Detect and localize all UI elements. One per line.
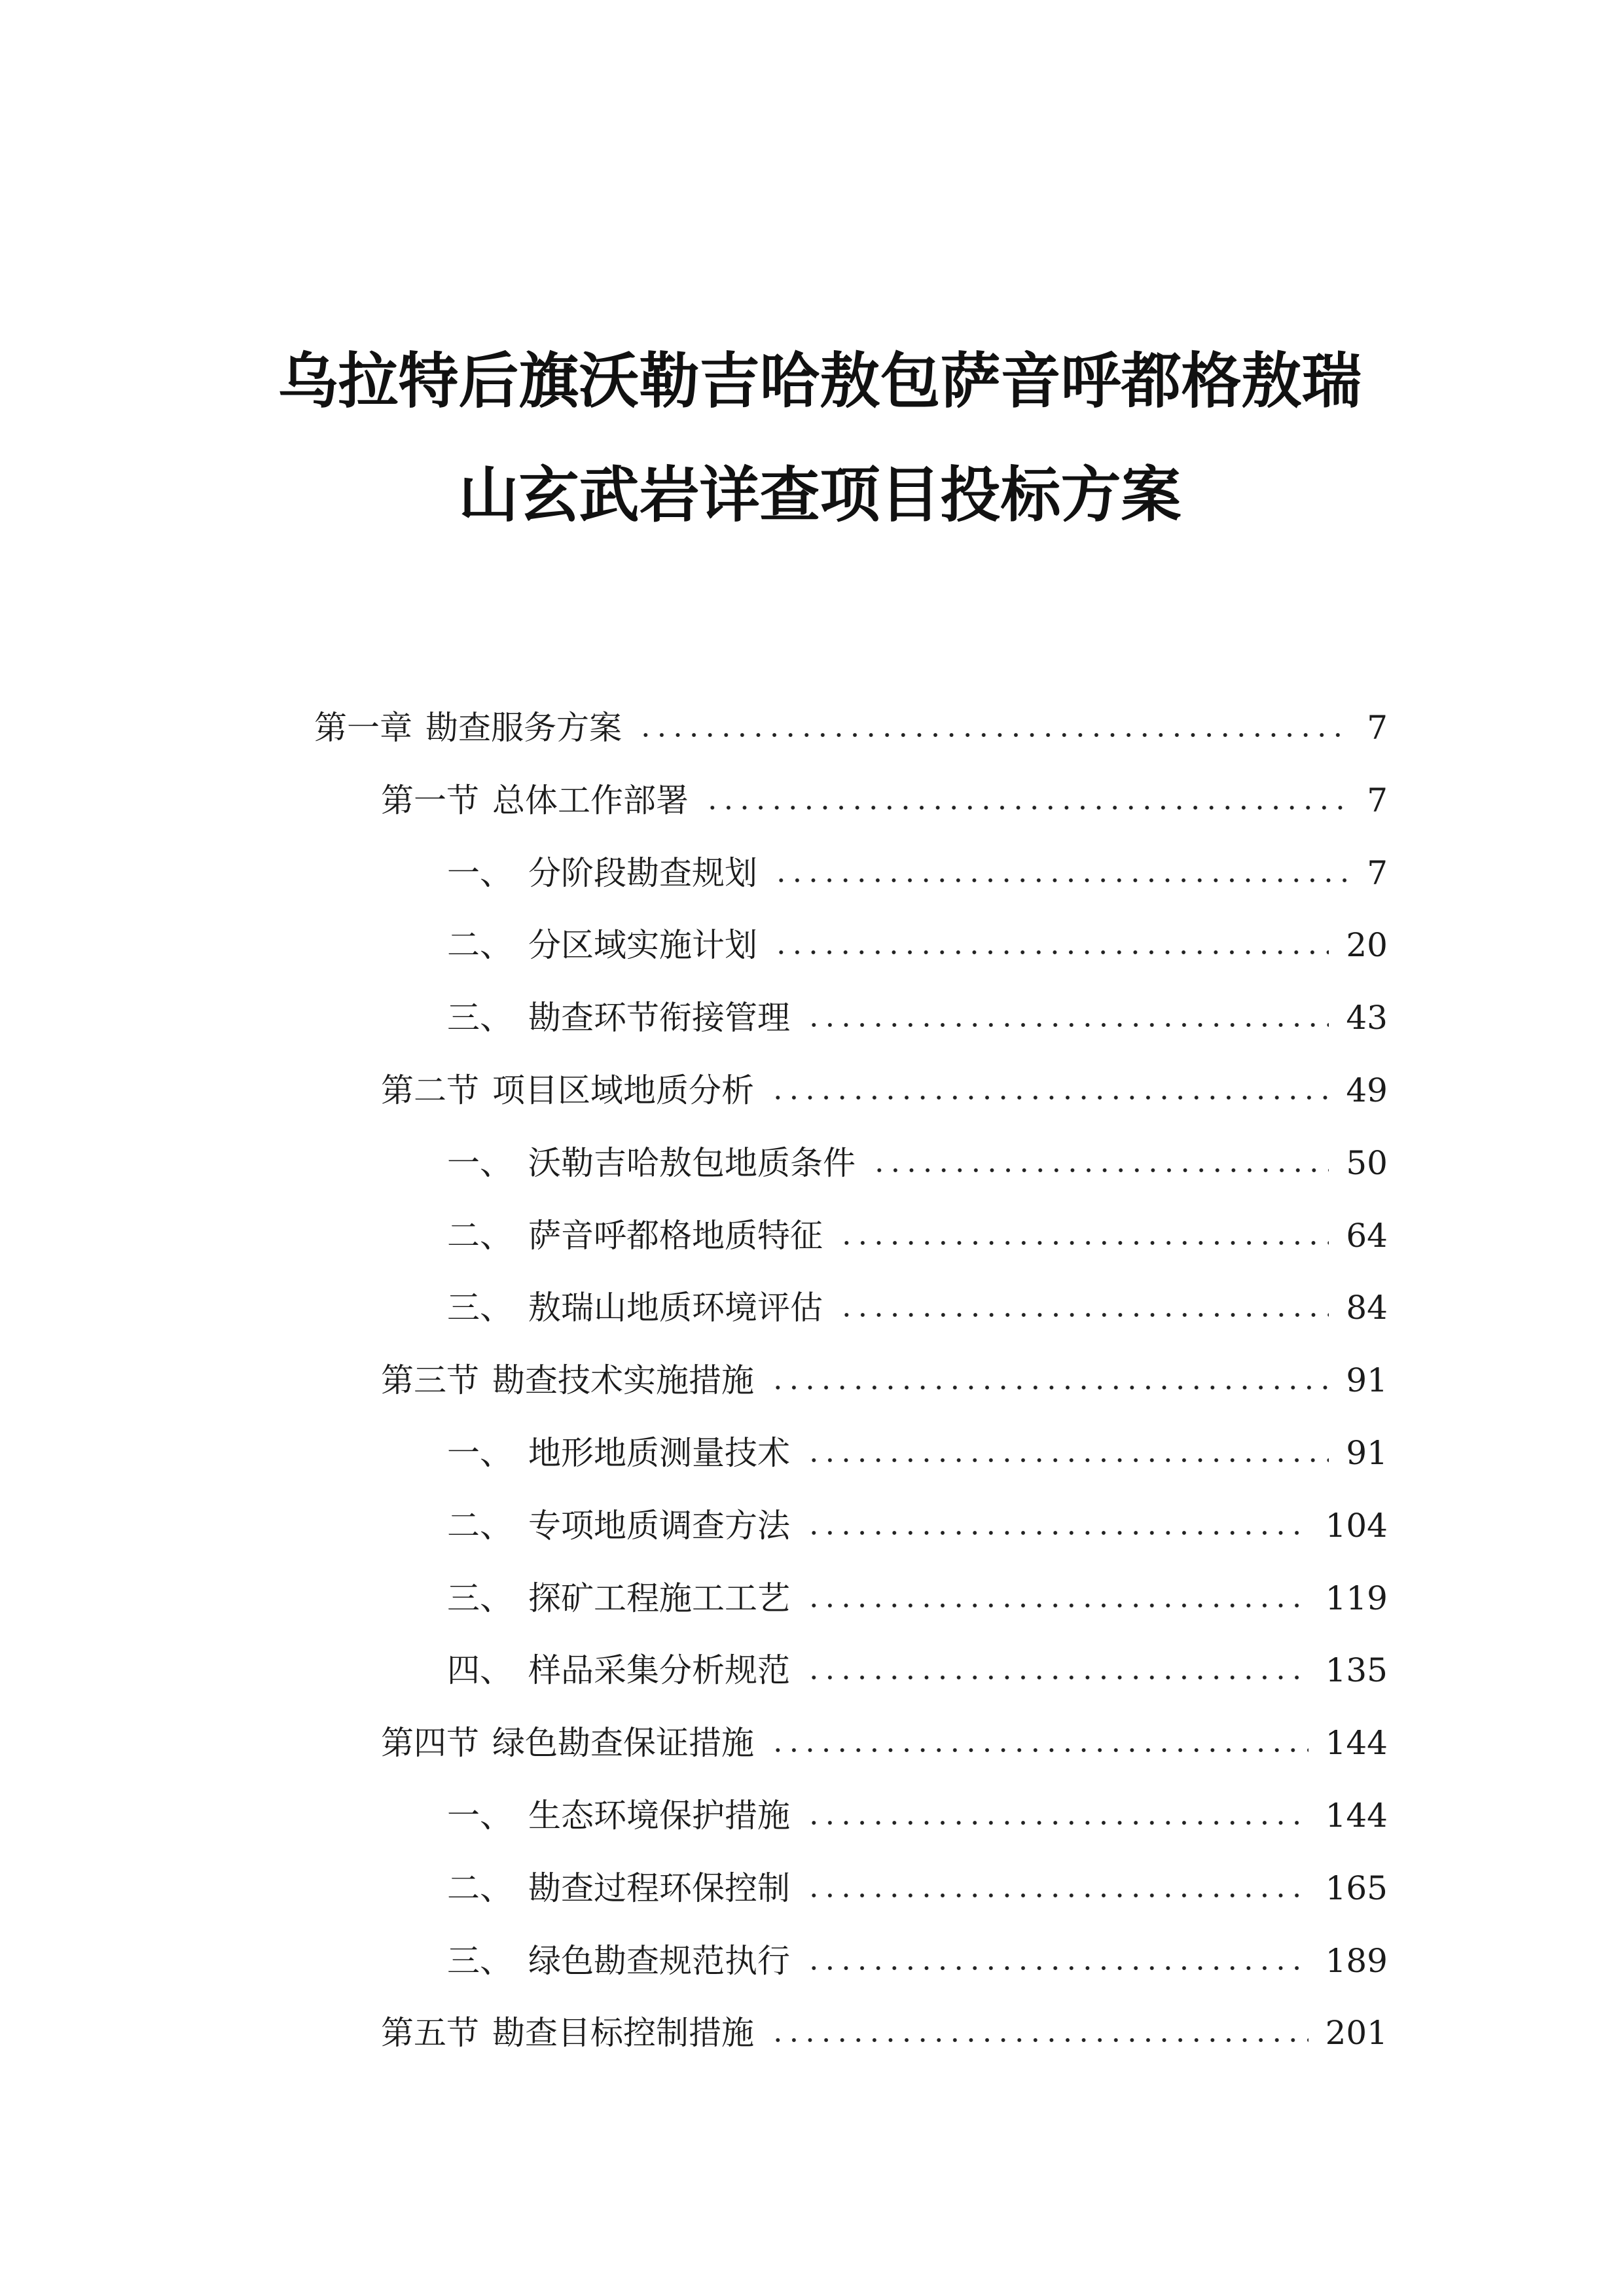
dot-leader bbox=[806, 1529, 1308, 1537]
toc-entry-text: 勘查技术实施措施 bbox=[492, 1361, 754, 1400]
toc-entry-text: 分阶段勘查规划 bbox=[528, 853, 757, 892]
toc-entry-label: 一、 bbox=[447, 1796, 513, 1835]
toc-entry-label: 一、 bbox=[447, 1143, 513, 1182]
toc-entry-label: 三、 bbox=[447, 1579, 513, 1617]
toc-entry-page: 49 bbox=[1346, 1071, 1388, 1109]
toc-entry-page: 7 bbox=[1367, 709, 1388, 747]
dot-leader bbox=[773, 948, 1329, 956]
toc-section-entry bbox=[0, 1344, 1624, 1417]
toc-entry-text: 地形地质测量技术 bbox=[528, 1433, 790, 1472]
toc-entry-page: 144 bbox=[1325, 1724, 1388, 1763]
toc-entry-page: 189 bbox=[1325, 1941, 1388, 1980]
toc-entry-page: 135 bbox=[1325, 1651, 1388, 1690]
toc-entry-label: 二、 bbox=[447, 1216, 513, 1255]
toc-entry-label: 一、 bbox=[447, 1433, 513, 1472]
toc-entry-page: 119 bbox=[1325, 1579, 1388, 1617]
toc-section-entry bbox=[0, 1707, 1624, 1780]
toc-entry-text: 勘查过程环保控制 bbox=[528, 1869, 790, 1907]
toc-entry-page: 201 bbox=[1325, 2014, 1388, 2053]
dot-leader bbox=[704, 804, 1350, 812]
dot-leader bbox=[806, 1021, 1329, 1029]
toc-entry-page: 165 bbox=[1325, 1869, 1388, 1907]
toc-item-entry bbox=[0, 1200, 1624, 1272]
toc-item-entry bbox=[0, 909, 1624, 982]
toc-entry-text: 总体工作部署 bbox=[492, 781, 689, 819]
toc-entry-label: 第一章 bbox=[314, 709, 412, 747]
toc-entry-label: 三、 bbox=[447, 999, 513, 1037]
dot-leader bbox=[806, 1819, 1308, 1827]
toc-item-entry bbox=[0, 1562, 1624, 1635]
toc-entry-page: 104 bbox=[1325, 1506, 1388, 1545]
toc-entry-page: 43 bbox=[1346, 999, 1388, 1037]
dot-leader bbox=[806, 1674, 1308, 1681]
toc-entry-label: 一、 bbox=[447, 853, 513, 892]
toc-item-entry bbox=[0, 1852, 1624, 1925]
toc-item-entry bbox=[0, 1272, 1624, 1344]
toc-entry-text: 勘查环节衔接管理 bbox=[528, 999, 790, 1037]
toc-entry-label: 二、 bbox=[447, 926, 513, 965]
title-line-2: 山玄武岩详查项目投标方案 bbox=[458, 459, 1182, 530]
toc-entry-page: 91 bbox=[1346, 1361, 1388, 1400]
toc-entry-text: 探矿工程施工工艺 bbox=[528, 1579, 790, 1617]
dot-leader bbox=[806, 1456, 1329, 1464]
toc-item-entry bbox=[0, 1780, 1624, 1852]
toc-entry-page: 7 bbox=[1367, 781, 1388, 819]
dot-leader bbox=[773, 876, 1350, 884]
toc-entry-label: 三、 bbox=[447, 1289, 513, 1327]
toc-entry-page: 84 bbox=[1346, 1289, 1388, 1327]
toc-entry-label: 第三节 bbox=[381, 1361, 479, 1400]
toc-entry-label: 四、 bbox=[447, 1651, 513, 1690]
dot-leader bbox=[770, 1094, 1329, 1102]
toc-item-entry bbox=[0, 1634, 1624, 1707]
toc-entry-page: 91 bbox=[1346, 1433, 1388, 1472]
toc-entry-text: 绿色勘查规范执行 bbox=[528, 1941, 790, 1980]
dot-leader bbox=[839, 1311, 1329, 1319]
toc-item-entry bbox=[0, 1417, 1624, 1490]
toc-entry-text: 专项地质调查方法 bbox=[528, 1506, 790, 1545]
toc-entry-label: 第一节 bbox=[381, 781, 479, 819]
dot-leader bbox=[770, 1384, 1329, 1391]
toc-entry-page: 144 bbox=[1325, 1796, 1388, 1835]
title-line-1: 乌拉特后旗沃勒吉哈敖包萨音呼都格敖瑞 bbox=[278, 346, 1362, 416]
toc-entry-label: 二、 bbox=[447, 1869, 513, 1907]
toc-entry-text: 分区域实施计划 bbox=[528, 926, 757, 965]
dot-leader bbox=[871, 1166, 1329, 1174]
toc-item-entry bbox=[0, 837, 1624, 910]
toc-entry-page: 64 bbox=[1346, 1216, 1388, 1255]
toc-item-entry bbox=[0, 1490, 1624, 1562]
toc-entry-label: 三、 bbox=[447, 1941, 513, 1980]
toc-entry-text: 勘查目标控制措施 bbox=[492, 2014, 754, 2053]
table-of-contents bbox=[0, 692, 1624, 2070]
toc-entry-text: 敖瑞山地质环境评估 bbox=[528, 1289, 823, 1327]
toc-section-entry bbox=[0, 1997, 1624, 2070]
dot-leader bbox=[806, 1892, 1308, 1899]
toc-chapter-entry bbox=[0, 692, 1624, 764]
toc-entry-text: 样品采集分析规范 bbox=[528, 1651, 790, 1690]
toc-item-entry bbox=[0, 1127, 1624, 1200]
dot-leader bbox=[839, 1239, 1329, 1247]
toc-entry-text: 沃勒吉哈敖包地质条件 bbox=[528, 1143, 856, 1182]
dot-leader bbox=[806, 1602, 1308, 1609]
toc-entry-label: 第四节 bbox=[381, 1724, 479, 1763]
dot-leader bbox=[638, 731, 1350, 739]
toc-entry-label: 第二节 bbox=[381, 1071, 479, 1109]
toc-entry-text: 萨音呼都格地质特征 bbox=[528, 1216, 823, 1255]
toc-entry-text: 项目区域地质分析 bbox=[492, 1071, 754, 1109]
toc-entry-text: 生态环境保护措施 bbox=[528, 1796, 790, 1835]
dot-leader bbox=[770, 1746, 1308, 1754]
toc-entry-label: 第五节 bbox=[381, 2014, 479, 2053]
toc-entry-page: 50 bbox=[1346, 1143, 1388, 1182]
toc-entry-label: 二、 bbox=[447, 1506, 513, 1545]
toc-item-entry bbox=[0, 1925, 1624, 1998]
toc-entry-page: 7 bbox=[1367, 853, 1388, 892]
dot-leader bbox=[770, 2036, 1308, 2044]
toc-entry-page: 20 bbox=[1346, 926, 1388, 965]
toc-section-entry bbox=[0, 1054, 1624, 1127]
toc-section-entry bbox=[0, 764, 1624, 837]
toc-entry-text: 绿色勘查保证措施 bbox=[492, 1724, 754, 1763]
document-title bbox=[0, 324, 1624, 552]
toc-entry-text: 勘查服务方案 bbox=[425, 709, 622, 747]
dot-leader bbox=[806, 1964, 1308, 1972]
toc-item-entry bbox=[0, 982, 1624, 1054]
